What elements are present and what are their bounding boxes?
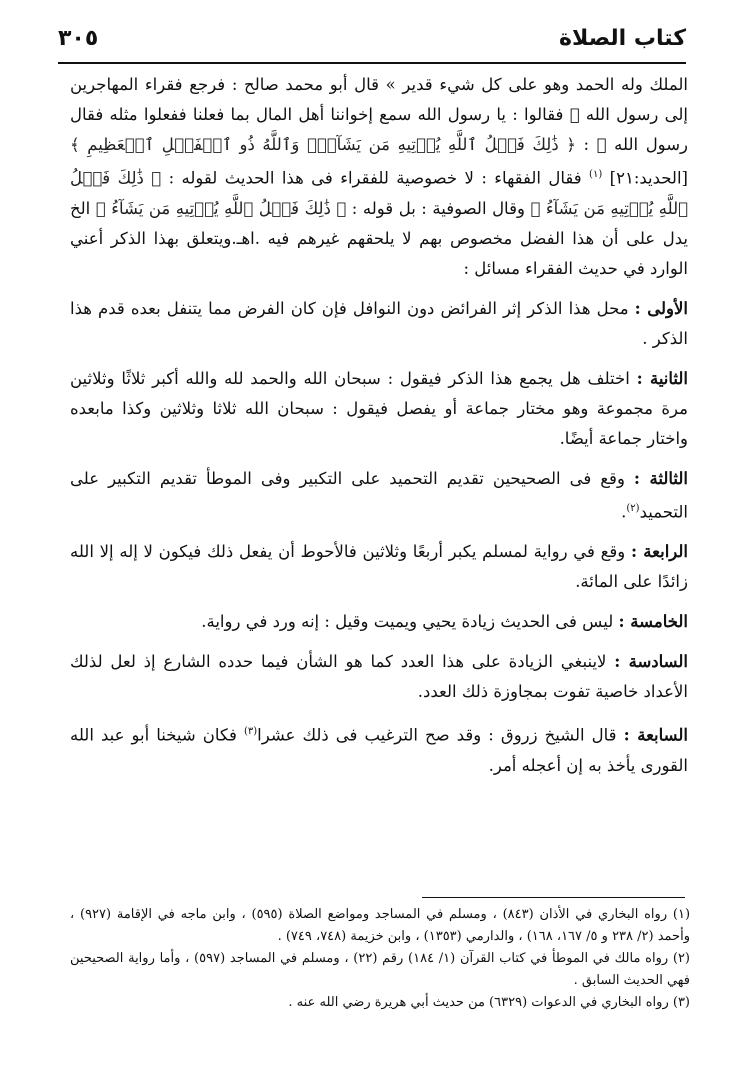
quran-verse-2: ﴿ ذَٰلِكَ فَضۡلُ ٱللَّهِ يُؤۡتِيهِ مَن يَشَآءُ ﴾ — [70, 168, 689, 218]
footnote-1: (١) رواه البخاري في الأذان (٨٤٣) ، ومسلم في المساجد ومواضع الصلاة (٥٩٥) ، وابن ماجه في الإقامة (٩٢٧) ، وأحمد (٢/ ٢٣٨ و ٥/ ١٦٧، ١٦٨) ، والدارمي (١٣٥٣) ، وابن خزيمة (٧٤٨، ٧٤٩) . — [70, 907, 691, 944]
footnote-divider — [422, 897, 685, 898]
issue-3 — [70, 464, 688, 528]
quran-verse-3: ﴿ ذَٰلِكَ فَضۡلُ ٱللَّهِ يُؤۡتِيهِ مَن يَشَآءُ ﴾ — [95, 198, 347, 218]
issue-4-text: وقع في رواية لمسلم يكبر أربعًا وثلاثين فالأحوط أن يفعل ذلك فيكون لا إله إلا الله زائدًا على المائة. — [70, 542, 688, 591]
issue-1 — [70, 294, 688, 354]
footnote-marker-2: (٢) — [626, 502, 640, 514]
issue-6 — [70, 647, 688, 707]
issue-7-label: السابعة : — [623, 725, 689, 745]
issue-7-text: قال الشيخ زروق : وقد صح الترغيب فى ذلك عشرا — [257, 725, 624, 745]
issue-6-label: السادسة : — [614, 652, 688, 671]
issue-3-end: . — [621, 502, 627, 521]
intro-paragraph — [70, 70, 688, 284]
issue-7 — [70, 717, 688, 781]
issue-1-label: الأولى : — [634, 298, 688, 318]
footnotes — [70, 904, 690, 1014]
issue-3-text: وقع فى الصحيحين تقديم التحميد على التكبير وفى الموطأ تقديم التكبير على التحميد — [70, 468, 688, 521]
issue-5-label: الخامسة : — [618, 612, 688, 631]
issue-5 — [70, 607, 688, 637]
intro-text-4: الخ يدل على أن هذا الفضل مخصوص بهم لا يلحقهم غيرهم فيه .اهـ.ويتعلق بهذا الذكر أعني الوارد في حديث الفقراء مسائل : — [70, 198, 688, 278]
footnote-marker-1: (١) — [589, 169, 603, 180]
intro-text-1: الملك وله الحمد وهو على كل شيء قدير » قال أبو محمد صالح : فرجع فقراء المهاجرين إلى رسول الله ﷺ فقالوا : يا رسول الله سمع إخواننا أهل المال بما فعلنا ففعلوا مثله فقال رسول الله ﷺ : — [70, 75, 688, 154]
header-divider — [58, 62, 686, 64]
issue-7-end: فكان شيخنا أبو عبد الله القورى يأخذ به إن أعجله أمر. — [70, 725, 688, 775]
page-header — [58, 26, 686, 62]
intro-text-2: فقال الفقهاء : لا خصوصية للفقراء فى هذا الحديث لقوله : — [161, 168, 590, 188]
issue-3-label: الثالثة : — [633, 468, 688, 488]
quran-reference: [الحديد:٢١] — [609, 168, 688, 188]
page-number: ٣٠٥ — [58, 26, 99, 51]
footnote-2: (٢) رواه مالك في الموطأ في كتاب القرآن (١/ ١٨٤) رقم (٢٢) ، ومسلم في المساجد (٥٩٧) ، وأما رواية الصحيحين فهي الحديث السابق . — [70, 951, 690, 988]
issue-2-text: اختلف هل يجمع هذا الذكر فيقول : سبحان الله والحمد لله والله أكبر ثلاثًا وثلاثين مرة مجموعة وهو مختار جماعة أو يفصل فيقول : سبحان الله ثلاثا وثلاثين وكذا مابعده واختار جماعة أيضًا. — [70, 368, 688, 448]
issue-2-label: الثانية : — [636, 368, 689, 388]
issue-4-label: الرابعة : — [630, 542, 688, 561]
issue-1-text: محل هذا الذكر إثر الفرائض دون النوافل فإن كان الفرض مما يتنفل بعده قدم هذا الذكر . — [70, 298, 688, 348]
main-text — [70, 70, 688, 791]
issue-5-text: ليس فى الحديث زيادة يحيي ويميت وقيل : إنه ورد في رواية. — [201, 612, 619, 631]
issue-2 — [70, 364, 688, 454]
intro-text-3: وقال الصوفية : بل قوله : — [346, 198, 531, 218]
footnote-3: (٣) رواه البخاري في الدعوات (٦٣٢٩) من حديث أبي هريرة رضي الله عنه . — [288, 995, 690, 1010]
quran-verse-1: ﴿ ذَٰلِكَ فَضۡلُ ٱللَّهِ يُؤۡتِيهِ مَن يَشَآءُۚ وَٱللَّهُ ذُو ٱلۡفَضۡلِ ٱلۡعَظِيمِ ﴾ — [70, 135, 576, 154]
footnote-marker-3: (٣) — [243, 726, 258, 737]
chapter-title: كتاب الصلاة — [559, 26, 686, 51]
issue-6-text: لاينبغي الزيادة على هذا العدد كما هو الشأن فيما حدده الشارع إذ لعل لذلك الأعداد خاصية تفوت بمجاوزة ذلك العدد. — [70, 652, 688, 701]
issue-4 — [70, 537, 688, 597]
